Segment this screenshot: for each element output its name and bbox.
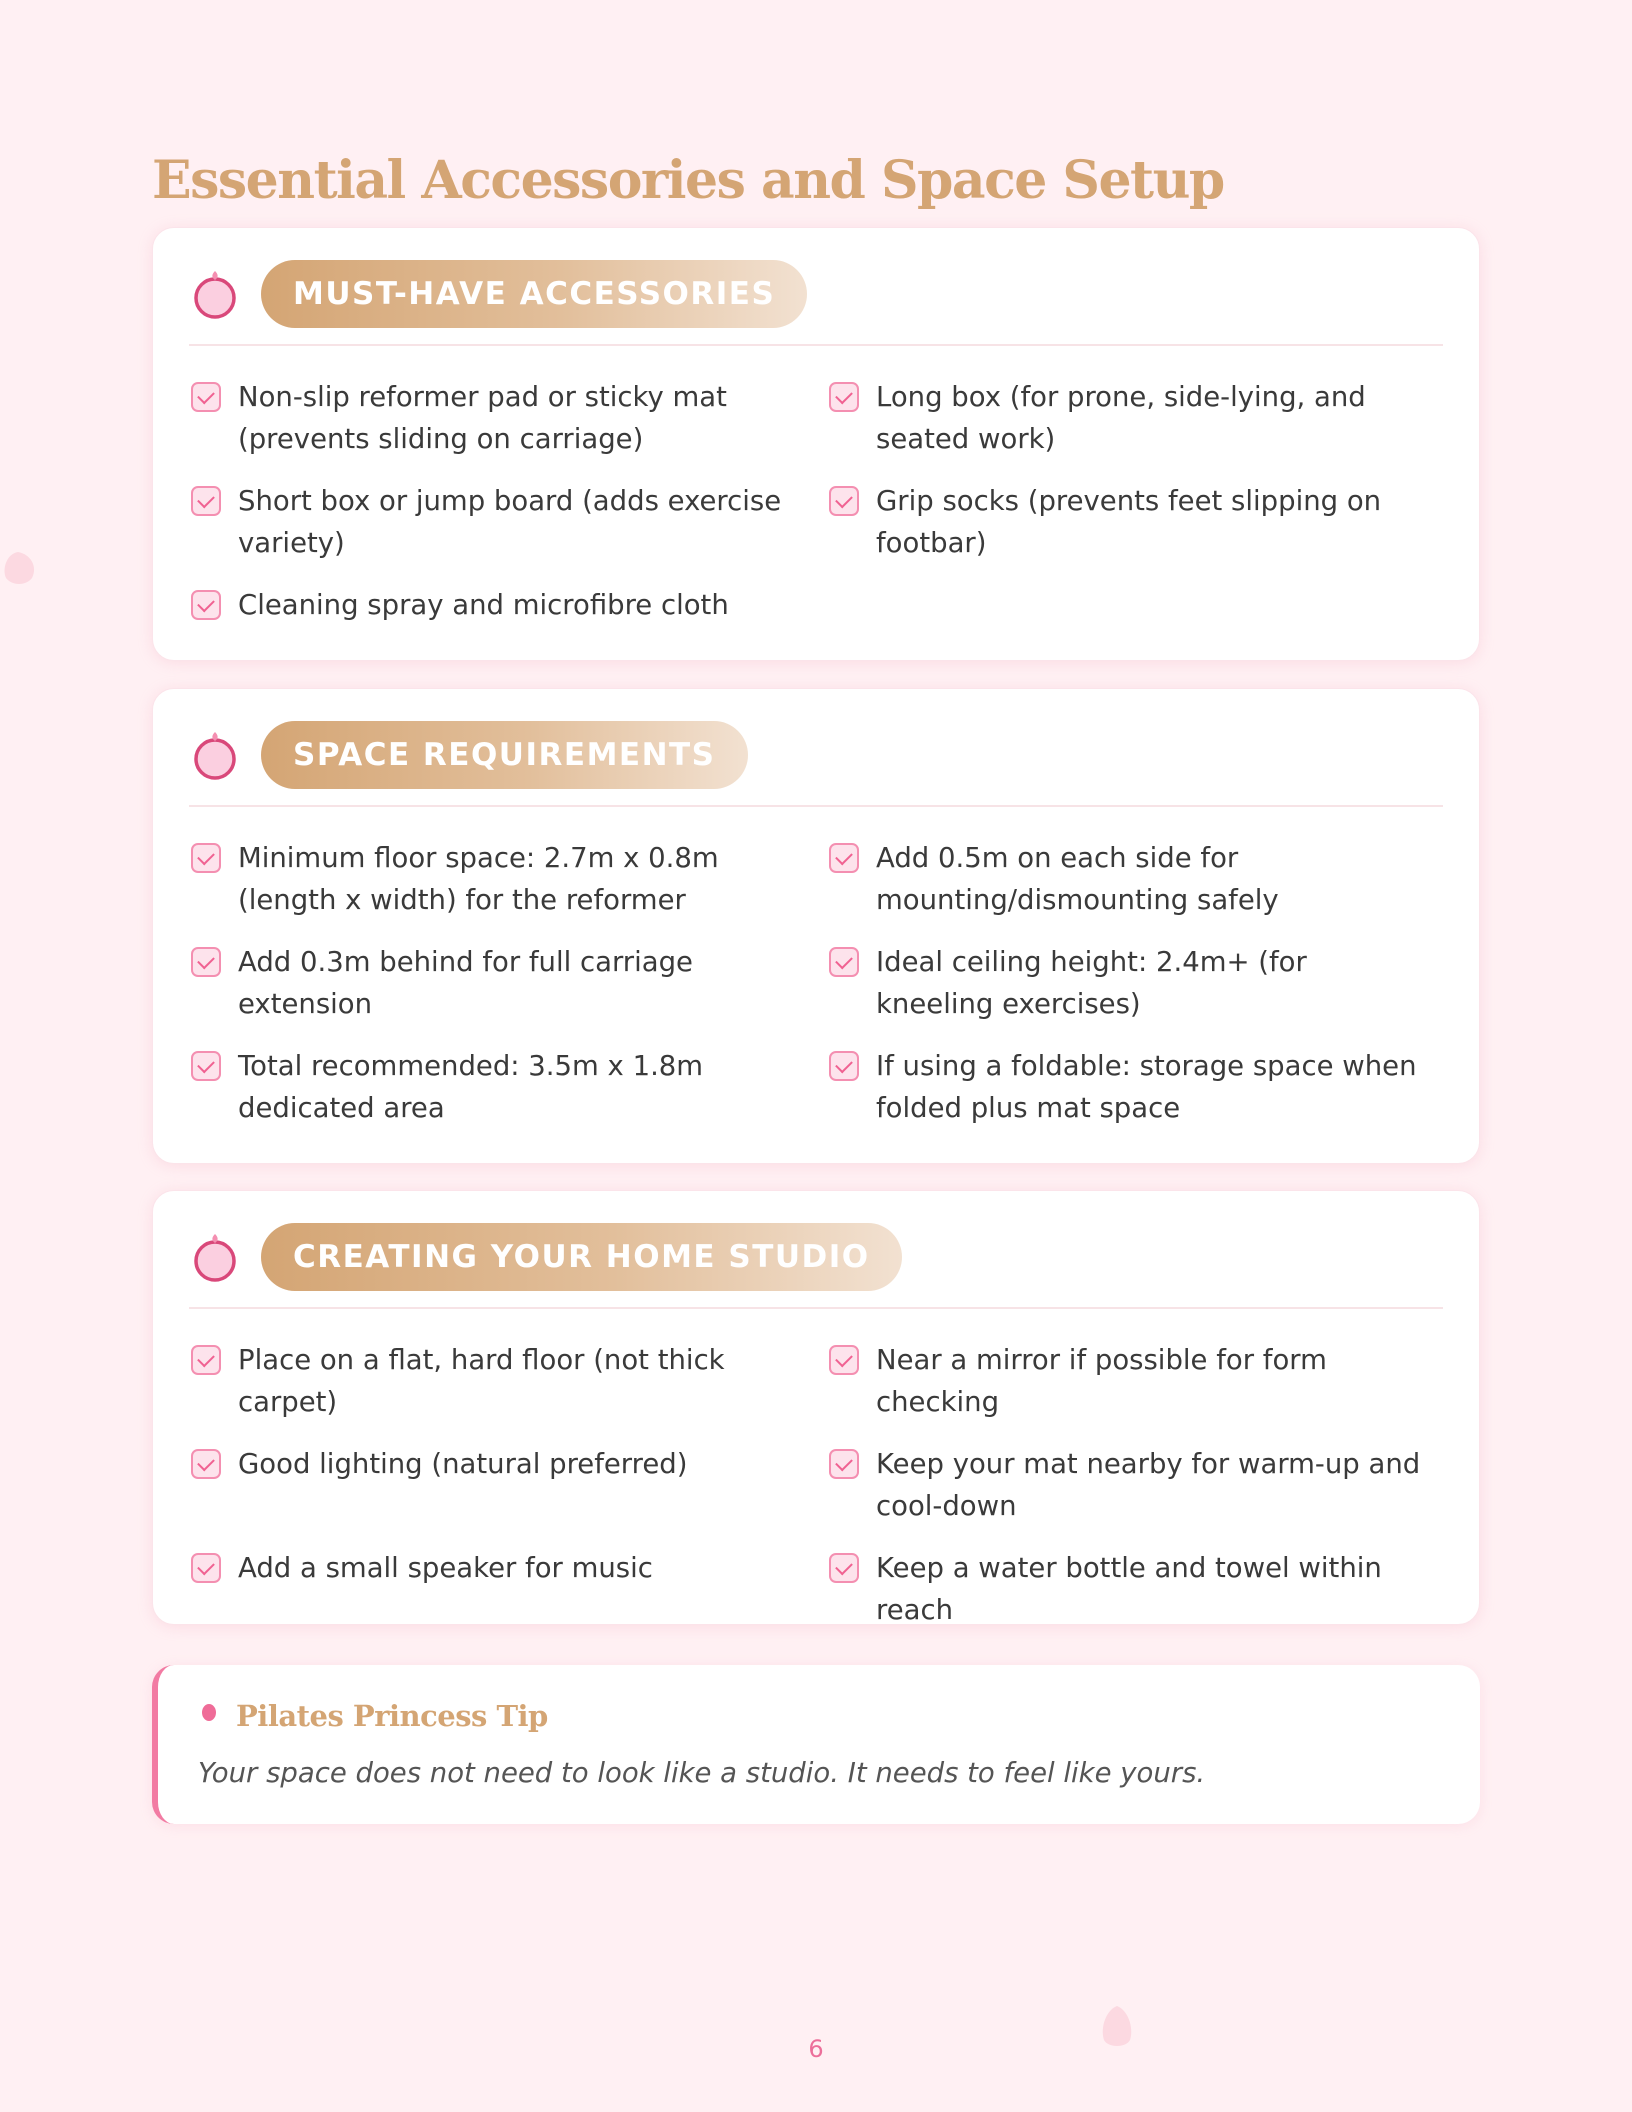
checklist-item-text: Keep your mat nearby for warm-up and cool-down — [876, 1448, 1421, 1522]
checklist-item-text: Short box or jump board (adds exercise variety) — [238, 485, 782, 559]
section-header — [191, 721, 748, 789]
petal-decoration-bottom — [1096, 2004, 1138, 2050]
checkbox-icon — [829, 486, 859, 516]
checklist-item — [829, 376, 1429, 480]
page-number: 6 — [808, 2035, 824, 2063]
checklist-item — [191, 837, 792, 941]
checklist-item-text: If using a foldable: storage space when folded plus mat space — [876, 1050, 1417, 1124]
checklist-item-text: Add 0.5m on each side for mounting/dismounting safely — [876, 842, 1279, 916]
checklist-item — [829, 480, 1429, 584]
checkbox-icon — [191, 1553, 221, 1583]
checklist-item — [829, 1339, 1429, 1443]
checkbox-icon — [191, 382, 221, 412]
checklist-item-text: Cleaning spray and microfibre cloth — [238, 589, 729, 621]
checklist-item-text: Place on a flat, hard floor (not thick carpet) — [238, 1344, 725, 1418]
checkbox-icon — [191, 590, 221, 620]
tip-header — [202, 1699, 548, 1733]
checklist — [191, 1339, 1443, 1651]
checklist-item-text: Keep a water bottle and towel within reach — [876, 1552, 1382, 1626]
checklist-item — [191, 376, 792, 480]
checklist-item — [191, 480, 792, 584]
checkbox-icon — [829, 1051, 859, 1081]
checklist-item — [191, 1339, 792, 1443]
checklist — [191, 837, 1443, 1149]
petal-decoration-left — [0, 548, 40, 588]
tip-text: Your space does not need to look like a studio. It needs to feel like yours. — [198, 1757, 1206, 1789]
section-header — [191, 1223, 902, 1291]
checklist-item — [829, 1547, 1429, 1651]
checklist-item-text: Minimum floor space: 2.7m x 0.8m (length x width) for the reformer — [238, 842, 719, 916]
checklist-item-text: Ideal ceiling height: 2.4m+ (for kneeling exercises) — [876, 946, 1307, 1020]
tip-callout — [152, 1665, 1480, 1824]
checkbox-icon — [829, 1449, 859, 1479]
section-heading-pill: CREATING YOUR HOME STUDIO — [261, 1223, 902, 1291]
checkbox-icon — [191, 1051, 221, 1081]
checklist-item — [191, 1045, 792, 1149]
section-heading-pill: SPACE REQUIREMENTS — [261, 721, 748, 789]
checklist-item — [191, 941, 792, 1045]
checklist-item — [191, 584, 792, 688]
checkbox-icon — [191, 1345, 221, 1375]
checkbox-icon — [191, 1449, 221, 1479]
checklist-item-text: Grip socks (prevents feet slipping on footbar) — [876, 485, 1382, 559]
checklist-item-text: Add a small speaker for music — [238, 1552, 653, 1584]
checklist-item-text: Non-slip reformer pad or sticky mat (prevents sliding on carriage) — [238, 381, 727, 455]
checklist-item-text: Near a mirror if possible for form checking — [876, 1344, 1327, 1418]
checkbox-icon — [829, 843, 859, 873]
checklist-item — [191, 1443, 792, 1547]
checkbox-icon — [829, 947, 859, 977]
section-heading-pill: MUST-HAVE ACCESSORIES — [261, 260, 807, 328]
checkbox-icon — [191, 947, 221, 977]
checklist-item — [829, 1443, 1429, 1547]
checklist — [191, 376, 1443, 688]
checkbox-icon — [191, 843, 221, 873]
checkbox-icon — [191, 486, 221, 516]
checklist-item-text: Long box (for prone, side-lying, and seated work) — [876, 381, 1366, 455]
checklist-item — [191, 1547, 792, 1651]
divider — [189, 1307, 1443, 1309]
divider — [189, 344, 1443, 346]
tip-title: Pilates Princess Tip — [236, 1699, 548, 1733]
checklist-item-text: Good lighting (natural preferred) — [238, 1448, 688, 1480]
checkbox-icon — [829, 1553, 859, 1583]
section-card-home-studio — [152, 1190, 1480, 1625]
checklist-item-text: Add 0.3m behind for full carriage extension — [238, 946, 693, 1020]
checklist-item — [829, 1045, 1429, 1149]
section-header — [191, 260, 807, 328]
checklist-item-text: Total recommended: 3.5m x 1.8m dedicated area — [238, 1050, 704, 1124]
checklist-item — [829, 941, 1429, 1045]
checkbox-icon — [829, 1345, 859, 1375]
petal-icon — [191, 1231, 239, 1283]
divider — [189, 805, 1443, 807]
section-card-accessories — [152, 227, 1480, 661]
checkbox-icon — [829, 382, 859, 412]
petal-icon — [191, 729, 239, 781]
section-card-space-requirements — [152, 688, 1480, 1164]
checklist-item — [829, 837, 1429, 941]
petal-icon — [191, 268, 239, 320]
bullet-dot-icon — [202, 1704, 216, 1721]
page-title: Essential Accessories and Space Setup — [152, 150, 1224, 211]
